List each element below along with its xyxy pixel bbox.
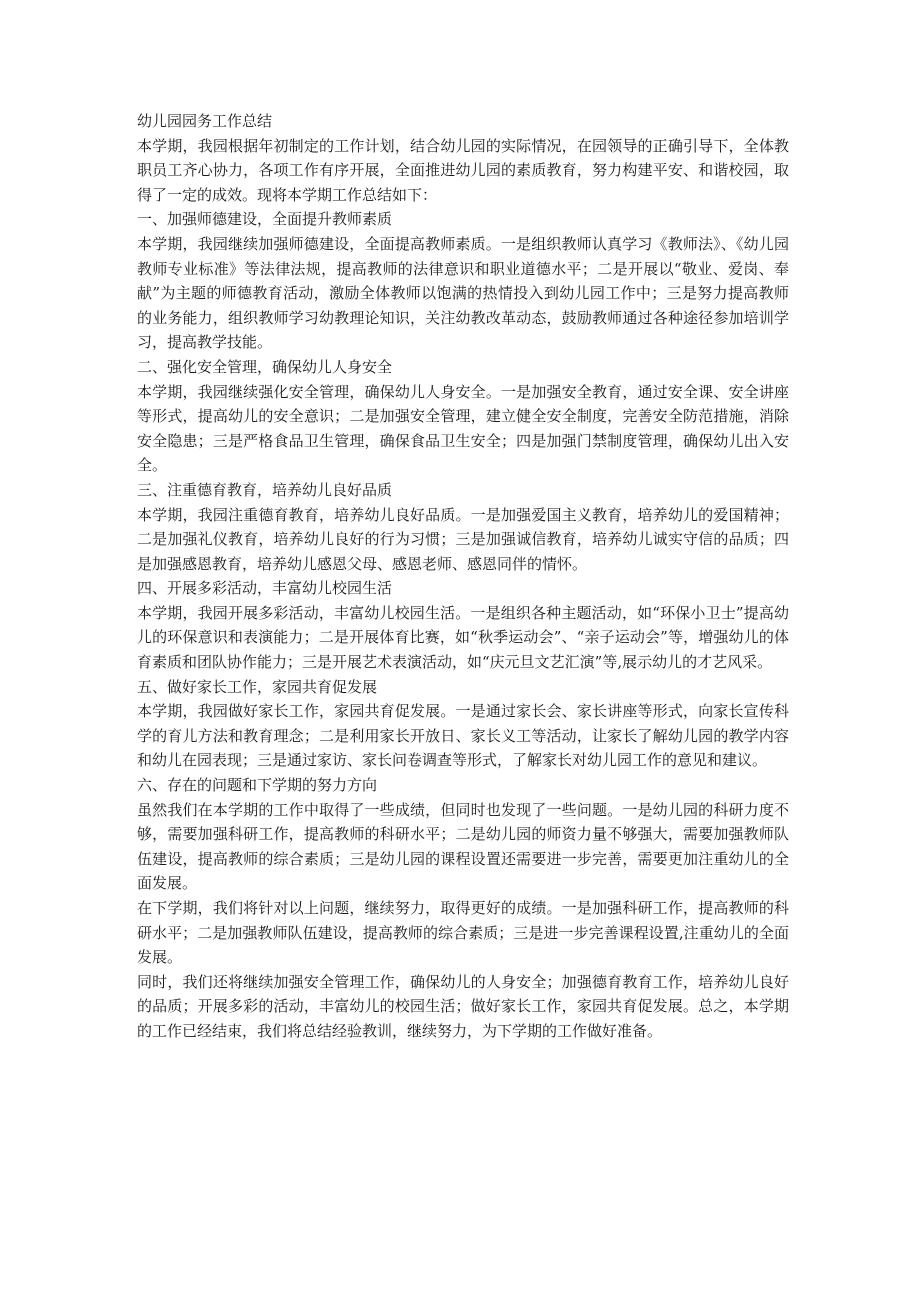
section-heading-1: 一、加强师德建设，全面提升教师素质: [137, 210, 393, 229]
section-body-2: 本学期，我园继续强化安全管理，确保幼儿人身安全。一是加强安全教育，通过安全课、安全讲座等形式，提高幼儿的安全意识；二是加强安全管理，建立健全安全制度，完善安全防范措施，消除安全隐患；三是严格食品卫生管理，确保食品卫生安全；四是加强门禁制度管理，确保幼儿出入安全。: [137, 382, 789, 475]
section-body-5: 本学期，我园做好家长工作，家园共育促发展。一是通过家长会、家长讲座等形式，向家长宣传科学的育儿方法和教育理念；二是利用家长开放日、家长义工等活动，让家长了解幼儿园的教学内容和幼儿在园表现；三是通过家访、家长问卷调查等形式，了解家长对幼儿园工作的意见和建议。: [137, 702, 789, 770]
section-heading-4: 四、开展多彩活动，丰富幼儿校园生活: [137, 579, 393, 598]
section-heading-6: 六、存在的问题和下学期的努力方向: [137, 776, 378, 795]
document-page: [137, 109, 789, 1044]
intro-paragraph: 本学期，我园根据年初制定的工作计划，结合幼儿园的实际情况，在园领导的正确引导下，全体教职员工齐心协力，各项工作有序开展，全面推进幼儿园的素质教育，努力构建平安、和谐校园，取得了一定的成效。现将本学期工作总结如下：: [137, 136, 789, 204]
section-body-6: 虽然我们在本学期的工作中取得了一些成绩，但同时也发现了一些问题。一是幼儿园的科研力度不够，需要加强科研工作，提高教师的科研水平；二是幼儿园的师资力量不够强大，需要加强教师队伍建设，提高教师的综合素质；三是幼儿园的课程设置还需要进一步完善，需要更加注重幼儿的全面发展。: [137, 800, 789, 893]
closing-paragraph: 同时，我们还将继续加强安全管理工作，确保幼儿的人身安全；加强德育教育工作，培养幼儿良好的品质；开展多彩的活动，丰富幼儿的校园生活；做好家长工作，家园共育促发展。总之，本学期的工作已经结束，我们将总结经验教训，继续努力，为下学期的工作做好准备。: [137, 972, 789, 1040]
section-heading-5: 五、做好家长工作，家园共育促发展: [137, 677, 378, 696]
section-heading-3: 三、注重德育教育，培养幼儿良好品质: [137, 480, 393, 499]
section-body-3: 本学期，我园注重德育教育，培养幼儿良好品质。一是加强爱国主义教育，培养幼儿的爱国精神；二是加强礼仪教育，培养幼儿良好的行为习惯；三是加强诚信教育，培养幼儿诚实守信的品质；四是加强感恩教育，培养幼儿感恩父母、感恩老师、感恩同伴的情怀。: [137, 505, 789, 573]
section-body-4: 本学期，我园开展多彩活动，丰富幼儿校园生活。一是组织各种主题活动，如“环保小卫士”提高幼儿的环保意识和表演能力；二是开展体育比赛，如“秋季运动会”、“亲子运动会”等，增强幼儿的体育素质和团队协作能力；三是开展艺术表演活动，如“庆元旦文艺汇演”等,展示幼儿的才艺风采。: [137, 603, 789, 672]
document-title: 幼儿园园务工作总结: [137, 112, 273, 130]
section-heading-2: 二、强化安全管理，确保幼儿人身安全: [137, 357, 393, 376]
section-body-1: 本学期，我园继续加强师德建设，全面提高教师素质。一是组织教师认真学习《教师法》、《幼儿园教师专业标准》等法律法规，提高教师的法律意识和职业道德水平；二是开展以“敬业、爱岗、奉献”为主题的师德教育活动，激励全体教师以饱满的热情投入到幼儿园工作中；三是努力提高教师的业务能力，组织教师学习幼教理论知识，关注幼教改革动态，鼓励教师通过各种途径参加培训学习，提高教学技能。: [137, 234, 789, 352]
next-term-paragraph: 在下学期，我们将针对以上问题，继续努力，取得更好的成绩。一是加强科研工作，提高教师的科研水平；二是加强教师队伍建设，提高教师的综合素质；三是进一步完善课程设置,注重幼儿的全面发展。: [137, 899, 789, 967]
